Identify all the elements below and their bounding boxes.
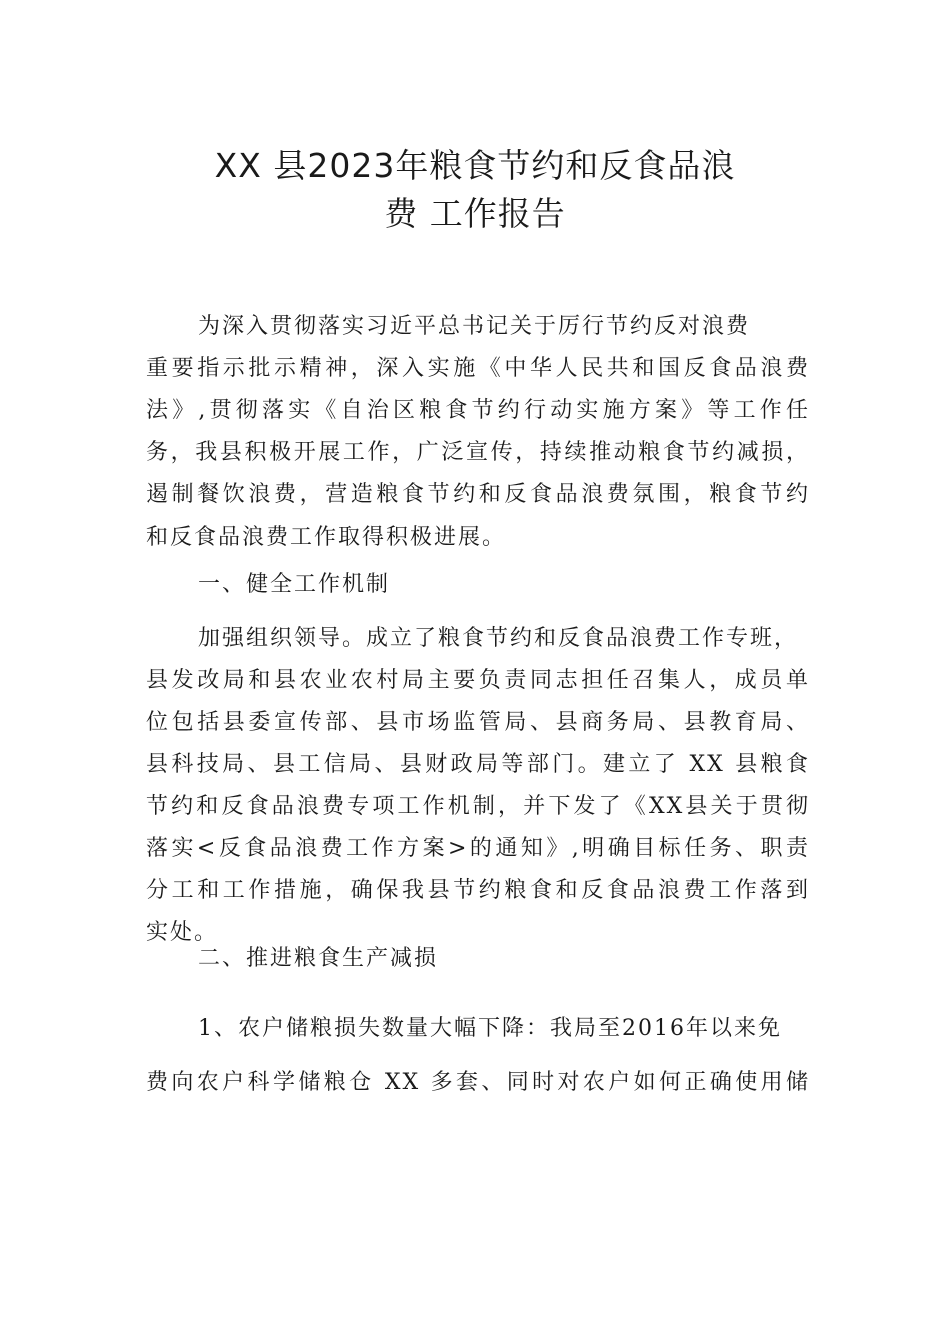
body-line: 加强组织领导。成立了粮食节约和反食品浪费工作专班，: [198, 626, 799, 651]
body-line: 县科技局、县工信局、县财政局等部门。建立了 XX 县粮食: [146, 752, 810, 777]
body-line: 实处。: [146, 920, 219, 945]
body-line: 费向农户科学储粮仓 XX 多套、同时对农户如何正确使用储: [146, 1070, 810, 1095]
body-line: 1、农户储粮损失数量大幅下降：我局至2016年以来免: [198, 1016, 782, 1041]
section-heading-2: 二、推进粮食生产减损: [198, 946, 439, 971]
body-line: 落实<反食品浪费工作方案>的通知》,明确目标任务、职责: [146, 836, 810, 861]
body-line: 为深入贯彻落实习近平总书记关于厉行节约反对浪费: [198, 314, 751, 339]
body-line: 和反食品浪费工作取得积极进展。: [146, 525, 507, 550]
document-title-line-1: XX 县2023年粮食节约和反食品浪: [214, 146, 736, 185]
body-line: 位包括县委宣传部、县市场监管局、县商务局、县教育局、: [146, 710, 810, 735]
document-title-line-2: 费 工作报告: [384, 194, 566, 233]
section-heading-1: 一、健全工作机制: [198, 572, 391, 597]
body-line: 县发改局和县农业农村局主要负责同志担任召集人，成员单: [146, 668, 810, 693]
body-line: 重要指示批示精神，深入实施《中华人民共和国反食品浪费: [146, 356, 810, 381]
body-line: 节约和反食品浪费专项工作机制，并下发了《XX县关于贯彻: [146, 794, 810, 819]
body-line: 法》,贯彻落实《自治区粮食节约行动实施方案》等工作任: [146, 398, 810, 423]
body-line: 遏制餐饮浪费，营造粮食节约和反食品浪费氛围，粮食节约: [146, 482, 810, 507]
body-line: 分工和工作措施，确保我县节约粮食和反食品浪费工作落到: [146, 878, 810, 903]
body-line: 务，我县积极开展工作，广泛宣传，持续推动粮食节约减损，: [146, 440, 810, 465]
